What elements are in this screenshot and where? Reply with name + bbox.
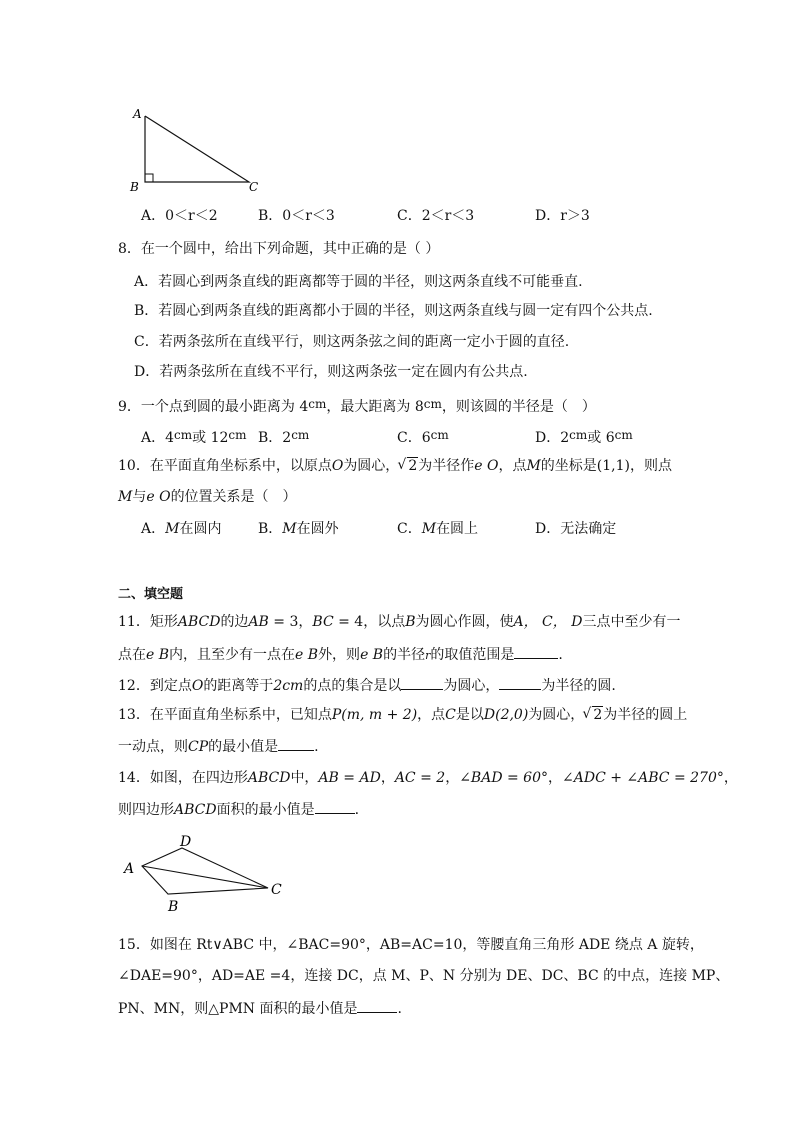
q11-radius-r: r <box>425 649 431 662</box>
q14-text-5: ， <box>548 770 562 786</box>
fig2-vertex-c: C <box>271 882 282 898</box>
q10-text-7: 与 <box>132 489 147 505</box>
q13-text-3: 是以 <box>455 707 484 723</box>
q9-opt-c-unit: cm <box>430 428 449 442</box>
q12-text-3: 的点的集合是以 <box>303 678 402 694</box>
q14-eq4: ∠ADC + ∠ABC = 270° <box>562 770 724 786</box>
q7-option-b[interactable]: B．0＜r＜3 <box>258 208 335 224</box>
q11-abcd: ABCD <box>177 614 221 630</box>
q14-abcd: ABCD <box>247 770 291 786</box>
q11-bc: BC <box>312 614 334 630</box>
q10-circle-o-2: e O <box>146 489 171 505</box>
q14-text-4: ， <box>445 770 460 786</box>
q10-sqrt-value: 2 <box>408 458 418 474</box>
q8-option-a[interactable]: A．若圆心到两条直线的距离都等于圆的半径，则这两条直线不可能垂直. <box>134 274 583 290</box>
q13-sqrt-value: 2 <box>593 707 603 723</box>
fig2-vertex-b: B <box>168 899 179 915</box>
fig2-vertex-d: D <box>180 834 192 850</box>
q10-option-c[interactable] <box>397 519 478 539</box>
q8-option-c[interactable]: C．若两条弦所在直线平行，则这两条弦之间的距离一定小于圆的直径. <box>134 334 570 350</box>
q15-end: . <box>397 1001 402 1017</box>
q13-point-p: P(m, m + 2) <box>331 707 418 723</box>
q9-opt-a-text-1: A．4 <box>141 430 175 446</box>
q11-text-8: 内，且至少有一点在 <box>169 647 296 663</box>
q9-opt-d-text-2: 或 6 <box>587 430 615 446</box>
q9-opt-a-unit-1: cm <box>174 428 193 442</box>
q12-blank-radius[interactable] <box>499 675 541 690</box>
q11-text-3: ， <box>298 614 313 630</box>
q9-stem-part-b: ，最大距离为 8 <box>326 399 424 415</box>
q11-text-6: 三点中至少有一 <box>582 614 681 630</box>
q13-text-6: 一动点，则 <box>118 739 188 755</box>
q10-text-3: 为半径作 <box>418 458 475 474</box>
q11-point-b: B <box>405 614 416 630</box>
q9-unit-2: cm <box>423 397 442 411</box>
q9-stem-part-c: ，则该圆的半径是（ ） <box>441 399 596 415</box>
q10-opt-b-text: 在圆外 <box>296 521 339 537</box>
q13-sqrt <box>584 705 603 725</box>
q14-line-2 <box>118 799 359 820</box>
q9-stem-part-a: 9．一个点到圆的最小距离为 4 <box>118 399 309 415</box>
q11-answer-blank[interactable] <box>514 644 558 659</box>
q9-opt-d-text-1: D．2 <box>535 430 570 446</box>
q9-opt-b-text: B．2 <box>258 430 292 446</box>
q15-answer-blank[interactable] <box>357 998 397 1013</box>
q13-text-2: ，点 <box>417 707 446 723</box>
fig2-vertex-a: A <box>124 861 135 877</box>
quadrilateral-figure <box>118 832 298 916</box>
q14-text-2: 中， <box>290 770 319 786</box>
q9-opt-a-unit-2: cm <box>228 428 247 442</box>
q9-opt-d-unit-1: cm <box>569 428 588 442</box>
q10-option-a[interactable] <box>141 519 221 539</box>
q8-stem: 8．在一个圆中，给出下列命题，其中正确的是（ ） <box>118 241 440 257</box>
q11-circle-b-2: e B <box>295 647 319 663</box>
q11-line-2 <box>118 644 563 666</box>
q10-text-2: 为圆心， <box>343 458 400 474</box>
q10-point-m: M <box>526 458 541 474</box>
q9-option-d[interactable] <box>535 425 633 448</box>
q13-end: . <box>314 739 319 755</box>
q14-end: . <box>354 802 360 818</box>
q10-opt-c-prefix: C． <box>397 521 422 537</box>
q13-line-1 <box>118 705 687 725</box>
q9-option-a[interactable] <box>141 425 247 448</box>
q14-eq3: ∠BAD = 60° <box>459 770 548 786</box>
q10-opt-c-m: M <box>421 521 437 537</box>
q11-ab: AB <box>248 614 269 630</box>
q12-blank-center[interactable] <box>401 675 443 690</box>
q14-text-7: 则四边形 <box>118 802 174 818</box>
q9-opt-d-unit-2: cm <box>614 428 633 442</box>
q12-point-o: O <box>191 678 204 694</box>
q10-line-2 <box>118 487 297 507</box>
q14-line-1 <box>118 768 738 788</box>
q11-text-5: 为圆心作圆，使 <box>415 614 514 630</box>
q9-opt-a-text-2: 或 12 <box>192 430 229 446</box>
section-heading: 二、填空题 <box>118 587 184 602</box>
q11-text-9: 外，则 <box>318 647 361 663</box>
q9-option-c[interactable] <box>397 425 449 448</box>
q12-text-2: 的距离等于 <box>203 678 274 694</box>
q10-opt-c-text: 在圆上 <box>436 521 479 537</box>
q10-opt-a-text: 在圆内 <box>179 521 222 537</box>
q13-point-c: C <box>445 707 456 723</box>
q11-end: . <box>558 647 563 663</box>
vertex-c-label: C <box>249 180 259 194</box>
q15-line-3 <box>118 998 402 1019</box>
q11-points: A， C， D <box>513 614 583 630</box>
q10-option-d[interactable]: D．无法确定 <box>535 521 617 537</box>
q10-circle-o: e O <box>474 458 499 474</box>
q14-text-1: 14．如图，在四边形 <box>118 770 248 786</box>
q10-opt-b-m: M <box>282 521 297 537</box>
q11-line-1 <box>118 612 680 632</box>
q10-sqrt <box>399 456 418 476</box>
q14-text-8: 面积的最小值是 <box>216 802 315 818</box>
q9-opt-c-text: C．6 <box>397 430 431 446</box>
q10-text-6: ，则点 <box>630 458 672 474</box>
q11-text-11: 的取值范围是 <box>430 647 515 663</box>
right-triangle-figure <box>125 102 265 196</box>
q8-option-b[interactable]: B．若圆心到两条直线的距离都小于圆的半径，则这两条直线与圆一定有四个公共点. <box>134 303 653 319</box>
q13-answer-blank[interactable] <box>278 736 314 751</box>
q15-line-1: 15．如图在 Rt∨ABC 中，∠BAC=90°，AB=AC=10，等腰直角三角形 ADE 绕点 A 旋转， <box>118 937 704 953</box>
q11-text-1: 11．矩形 <box>118 614 178 630</box>
q9-stem <box>118 394 596 417</box>
q7-option-d[interactable]: D．r＞3 <box>535 208 590 224</box>
q10-line-1 <box>118 456 672 476</box>
q11-text-2: 的边 <box>220 614 249 630</box>
q15-text-3: PN、MN，则△PMN 面积的最小值是 <box>118 1001 358 1017</box>
q14-text-6: ， <box>723 770 738 786</box>
q11-text-4: ，以点 <box>363 614 406 630</box>
q13-text-5: 为半径的圆上 <box>603 707 688 723</box>
q10-text-5: 的坐标是 <box>540 458 597 474</box>
q10-coord: (1,1) <box>596 458 630 474</box>
q14-eq1: AB = AD <box>318 770 381 786</box>
q12-text-4: 为圆心， <box>443 678 500 694</box>
q10-option-b[interactable] <box>258 519 339 539</box>
q12-line <box>118 675 616 696</box>
q14-text-3: ， <box>380 770 395 786</box>
q10-text-4: ，点 <box>498 458 527 474</box>
vertex-a-label: A <box>133 107 142 121</box>
q11-text-7: 点在 <box>118 647 146 663</box>
q11-eq4: = 4 <box>333 614 364 630</box>
q10-text-8: 的位置关系是（ ） <box>170 489 297 505</box>
q9-option-b[interactable] <box>258 425 309 448</box>
q13-line-2 <box>118 736 319 757</box>
q13-text-7: 的最小值是 <box>208 739 279 755</box>
q12-distance: 2cm <box>273 678 304 694</box>
q11-text-10: 的半径 <box>383 647 426 663</box>
q10-origin-o: O <box>331 458 344 474</box>
q14-abcd-2: ABCD <box>174 802 217 818</box>
q14-answer-blank[interactable] <box>315 799 355 814</box>
q10-text-1: 10．在平面直角坐标系中，以原点 <box>118 458 332 474</box>
q10-opt-a-m: M <box>165 521 180 537</box>
q11-circle-b-3: e B <box>360 647 384 663</box>
q13-text-4: 为圆心， <box>528 707 585 723</box>
q11-eq3: = 3 <box>268 614 299 630</box>
q13-point-d: D(2,0) <box>483 707 529 723</box>
q9-unit-1: cm <box>308 397 327 411</box>
q13-cp: CP <box>188 739 209 755</box>
q8-option-d[interactable]: D．若两条弦所在直线不平行，则这两条弦一定在圆内有公共点. <box>134 364 528 380</box>
q11-circle-b-1: e B <box>146 647 170 663</box>
q14-eq2: AC = 2 <box>394 770 446 786</box>
q10-point-m-2: M <box>118 489 133 505</box>
q12-text-5: 为半径的圆. <box>541 678 616 694</box>
q7-option-c[interactable]: C．2＜r＜3 <box>397 208 475 224</box>
q10-opt-a-prefix: A． <box>141 521 166 537</box>
q9-opt-b-unit: cm <box>291 428 310 442</box>
q12-text-1: 12．到定点 <box>118 678 192 694</box>
q15-line-2: ∠DAE=90°，AD=AE =4，连接 DC，点 M、P、N 分别为 DE、DC、BC 的中点，连接 MP、 <box>118 968 730 984</box>
q10-opt-b-prefix: B． <box>258 521 283 537</box>
q13-text-1: 13．在平面直角坐标系中，已知点 <box>118 707 332 723</box>
vertex-b-label: B <box>130 180 139 194</box>
q7-option-a[interactable]: A．0＜r＜2 <box>141 208 218 224</box>
